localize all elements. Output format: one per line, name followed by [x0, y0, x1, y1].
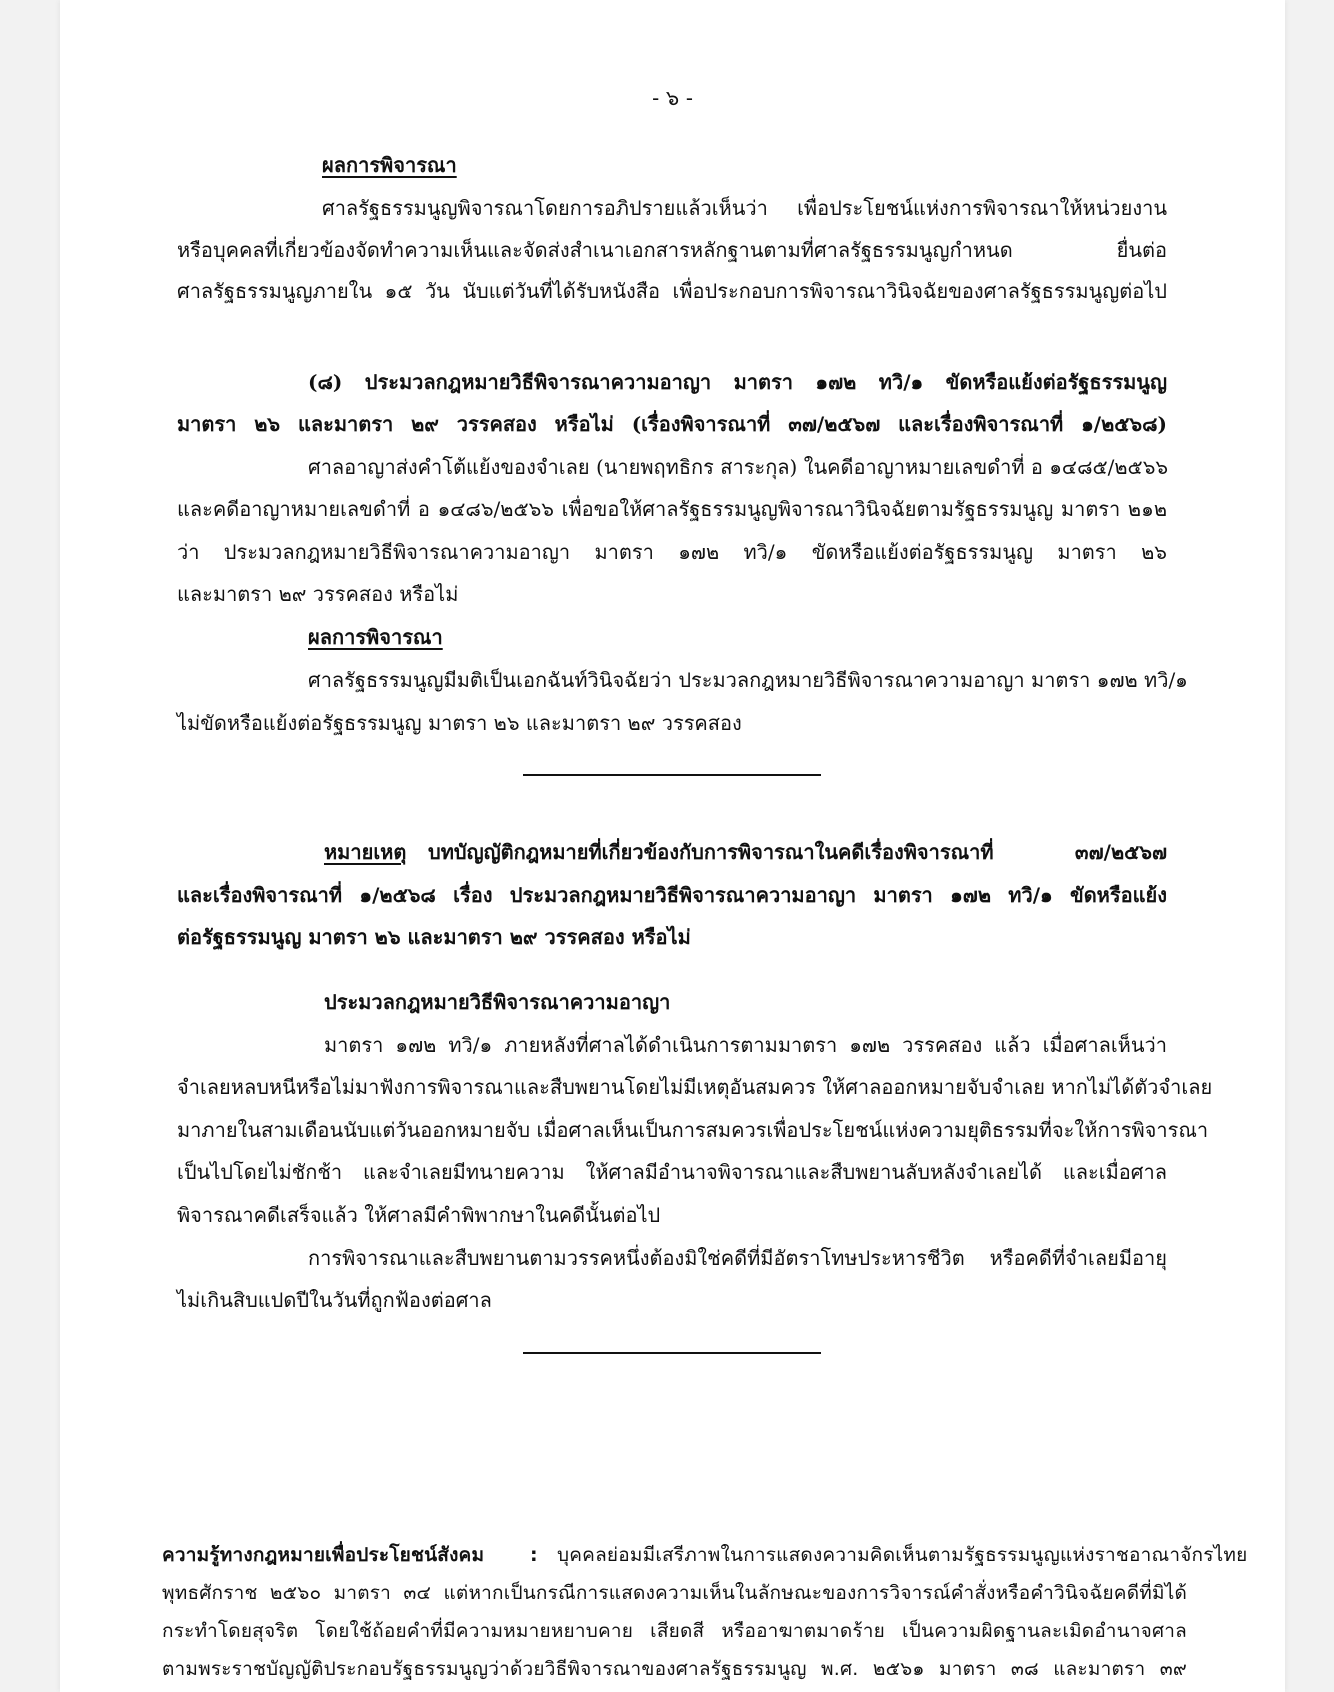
paragraph-line: ศาลรัฐธรรมนูญมีมติเป็นเอกฉันท์วินิจฉัยว่า ประมวลกฎหมายวิธีพิจารณาความอาญา มาตรา ๑๗๒ ทวิ/๑: [308, 668, 1188, 692]
section-heading: ผลการพิจารณา: [322, 153, 457, 177]
page-number: - ๖ -: [652, 86, 693, 110]
divider: [523, 774, 821, 776]
paragraph-line: หรือบุคคลที่เกี่ยวข้องจัดทำความเห็นและจัดส่งสำเนาเอกสารหลักฐานตามที่ศาลรัฐธรรมนูญกำหนด ยื่นต่อ: [177, 238, 1167, 262]
footer-label: ความรู้ทางกฎหมายเพื่อประโยชน์สังคม: [162, 1544, 485, 1566]
note-line: ต่อรัฐธรรมนูญ มาตรา ๒๖ และมาตรา ๒๙ วรรคสอง หรือไม่: [177, 925, 691, 949]
footer-line: บุคคลย่อมมีเสรีภาพในการแสดงความคิดเห็นตามรัฐธรรมนูญแห่งราชอาณาจักรไทย: [557, 1544, 1248, 1566]
note-label: หมายเหตุ: [324, 840, 407, 864]
paragraph-line: และคดีอาญาหมายเลขดำที่ อ ๑๔๘๖/๒๕๖๖ เพื่อขอให้ศาลรัฐธรรมนูญพิจารณาวินิจฉัยตามรัฐธรรมนูญ มาตรา ๒๑๒: [177, 497, 1167, 521]
law-line: มาตรา ๑๗๒ ทวิ/๑ ภายหลังที่ศาลได้ดำเนินการตามมาตรา ๑๗๒ วรรคสอง แล้ว เมื่อศาลเห็นว่า: [324, 1033, 1167, 1057]
note-line: และเรื่องพิจารณาที่ ๑/๒๕๖๘ เรื่อง ประมวลกฎหมายวิธีพิจารณาความอาญา มาตรา ๑๗๒ ทวิ/๑ ขัดหรือแย้ง: [177, 883, 1167, 907]
note-line: บทบัญญัติกฎหมายที่เกี่ยวข้องกับการพิจารณาในคดีเรื่องพิจารณาที่ ๓๗/๒๕๖๗: [428, 840, 1167, 864]
law-line: ไม่เกินสิบแปดปีในวันที่ถูกฟ้องต่อศาล: [177, 1288, 492, 1312]
document-page: [60, 0, 1285, 1692]
paragraph-line: ไม่ขัดหรือแย้งต่อรัฐธรรมนูญ มาตรา ๒๖ และมาตรา ๒๙ วรรคสอง: [177, 711, 742, 735]
divider: [523, 1352, 821, 1354]
section-heading: ผลการพิจารณา: [308, 625, 443, 649]
footer-colon: :: [530, 1544, 538, 1566]
case-title-line: มาตรา ๒๖ และมาตรา ๒๙ วรรคสอง หรือไม่ (เรื่องพิจารณาที่ ๓๗/๒๕๖๗ และเรื่องพิจารณาที่ ๑/๒๕๖๘): [177, 412, 1167, 436]
law-line: พิจารณาคดีเสร็จแล้ว ให้ศาลมีคำพิพากษาในคดีนั้นต่อไป: [177, 1203, 661, 1227]
law-line: มาภายในสามเดือนนับแต่วันออกหมายจับ เมื่อศาลเห็นเป็นการสมควรเพื่อประโยชน์แห่งความยุติธรรมที่จะให้การพิจารณา: [177, 1118, 1209, 1142]
footer-line: กระทำโดยสุจริต โดยใช้ถ้อยคำที่มีความหมายหยาบคาย เสียดสี หรืออาฆาตมาดร้าย เป็นความผิดฐานละเมิดอำนาจศาล: [162, 1620, 1187, 1642]
paragraph-line: ศาลรัฐธรรมนูญภายใน ๑๕ วัน นับแต่วันที่ได้รับหนังสือ เพื่อประกอบการพิจารณาวินิจฉัยของศาลรัฐธรรมนูญต่อไป: [177, 279, 1167, 303]
paragraph-line: ศาลรัฐธรรมนูญพิจารณาโดยการอภิปรายแล้วเห็นว่า เพื่อประโยชน์แห่งการพิจารณาให้หน่วยงาน: [322, 196, 1167, 220]
paragraph-line: ว่า ประมวลกฎหมายวิธีพิจารณาความอาญา มาตรา ๑๗๒ ทวิ/๑ ขัดหรือแย้งต่อรัฐธรรมนูญ มาตรา ๒๖: [177, 540, 1167, 564]
footer-line: พุทธศักราช ๒๕๖๐ มาตรา ๓๔ แต่หากเป็นกรณีการแสดงความเห็นในลักษณะของการวิจารณ์คำสั่งหรือคำวินิจฉัยคดีที่มิได้: [162, 1582, 1187, 1604]
law-line: การพิจารณาและสืบพยานตามวรรคหนึ่งต้องมิใช่คดีที่มีอัตราโทษประหารชีวิต หรือคดีที่จำเลยมีอายุ: [308, 1246, 1167, 1270]
footer-line: ตามพระราชบัญญัติประกอบรัฐธรรมนูญว่าด้วยวิธีพิจารณาของศาลรัฐธรรมนูญ พ.ศ. ๒๕๖๑ มาตรา ๓๘ และมาตรา ๓๙: [162, 1658, 1187, 1680]
law-line: จำเลยหลบหนีหรือไม่มาฟังการพิจารณาและสืบพยานโดยไม่มีเหตุอันสมควร ให้ศาลออกหมายจับจำเลย หากไม่ได้ตัวจำเลย: [177, 1075, 1213, 1099]
paragraph-line: ศาลอาญาส่งคำโต้แย้งของจำเลย (นายพฤทธิกร สาระกุล) ในคดีอาญาหมายเลขดำที่ อ ๑๔๘๕/๒๕๖๖: [308, 455, 1169, 479]
case-title-line: (๘) ประมวลกฎหมายวิธีพิจารณาความอาญา มาตรา ๑๗๒ ทวิ/๑ ขัดหรือแย้งต่อรัฐธรรมนูญ: [308, 370, 1167, 394]
paragraph-line: และมาตรา ๒๙ วรรคสอง หรือไม่: [177, 582, 459, 606]
law-title: ประมวลกฎหมายวิธีพิจารณาความอาญา: [324, 990, 671, 1014]
law-line: เป็นไปโดยไม่ชักช้า และจำเลยมีทนายความ ให้ศาลมีอำนาจพิจารณาและสืบพยานลับหลังจำเลยได้ และเมื่อศาล: [177, 1160, 1167, 1184]
